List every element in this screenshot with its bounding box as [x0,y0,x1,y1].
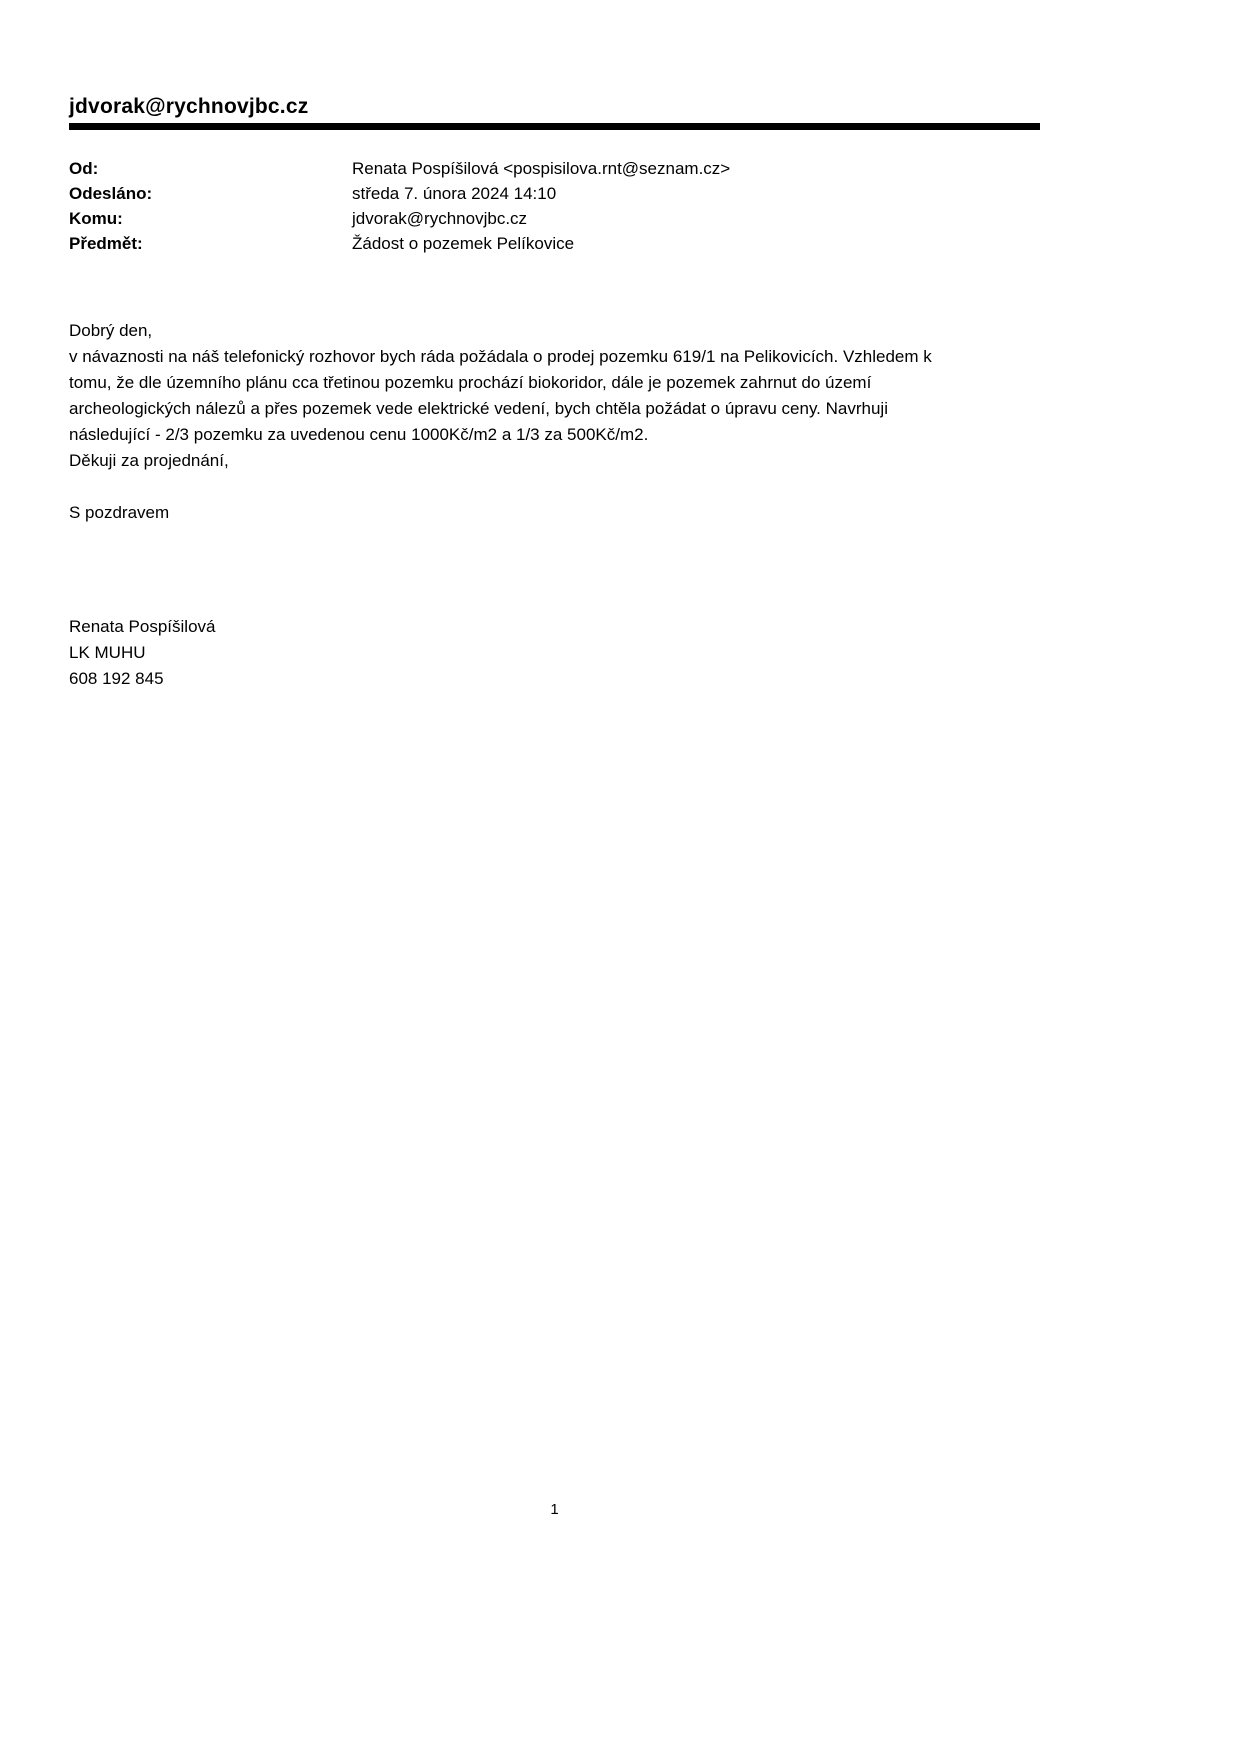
body-line: tomu, že dle územního plánu cca třetinou pozemku prochází biokoridor, dále je pozemek zahrnut do území [69,373,872,392]
email-body [69,318,1049,474]
body-line: následující - 2/3 pozemku za uvedenou cenu 1000Kč/m2 a 1/3 za 500Kč/m2. [69,425,649,444]
signature-phone: 608 192 845 [69,669,164,688]
body-line: archeologických nálezů a přes pozemek vede elektrické vedení, bych chtěla požádat o úpravu ceny. Navrhuji [69,399,888,418]
meta-value-sent: středa 7. února 2024 14:10 [352,184,557,203]
body-line-greeting: Dobrý den, [69,321,153,340]
meta-row-subject [69,231,1040,256]
body-line: v návaznosti na náš telefonický rozhovor bych ráda požádala o prodej pozemku 619/1 na Pelikovicích. Vzhledem k [69,347,932,366]
meta-label-sent: Odesláno: [69,184,153,203]
mailbox-title: jdvorak@rychnovjbc.cz [69,95,309,118]
email-closing: S pozdravem [69,503,170,522]
meta-row-to [69,206,1040,231]
header-divider-rule [69,123,1040,130]
meta-value-from: Renata Pospíšilová <pospisilova.rnt@seznam.cz> [352,159,731,178]
email-signature [69,614,1040,692]
body-line-thanks: Děkuji za projednání, [69,451,229,470]
meta-label-subject: Předmět: [69,234,143,253]
meta-label-to: Komu: [69,209,123,228]
meta-row-sent [69,181,1040,206]
meta-label-from: Od: [69,159,99,178]
signature-name: Renata Pospíšilová [69,617,216,636]
meta-value-subject: Žádost o pozemek Pelíkovice [352,234,575,253]
page-number: 1 [550,1501,559,1518]
signature-company: LK MUHU [69,643,146,662]
meta-row-from [69,156,1040,181]
email-meta-block [69,156,1040,256]
meta-value-to: jdvorak@rychnovjbc.cz [352,209,528,228]
